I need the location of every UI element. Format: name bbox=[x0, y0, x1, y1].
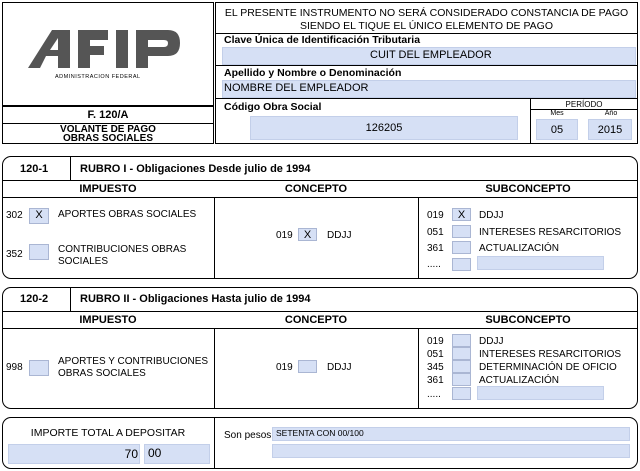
period-label: PERÍODO bbox=[565, 100, 603, 109]
rubro1-col-subconcepto: SUBCONCEPTO bbox=[485, 183, 571, 195]
rubro1-impuesto-label: APORTES OBRAS SOCIALES bbox=[58, 209, 197, 220]
rubro1-impuesto-code: 302 bbox=[6, 210, 23, 221]
form-title-line2: OBRAS SOCIALES bbox=[62, 133, 153, 144]
rubro2-code: 120-2 bbox=[20, 293, 49, 305]
rubro2-sub-checkbox[interactable] bbox=[452, 347, 471, 360]
rubro1-sub-label: ACTUALIZACIÓN bbox=[479, 243, 560, 254]
words-field-line2[interactable] bbox=[272, 444, 630, 458]
rubro1-col-impuesto: IMPUESTO bbox=[79, 183, 137, 195]
rubro2-sub-checkbox[interactable] bbox=[452, 334, 471, 347]
rubro2-sub-checkbox[interactable] bbox=[452, 373, 471, 386]
rubro2-title: RUBRO II - Obligaciones Hasta julio de 1994 bbox=[80, 293, 311, 305]
rubro2-impuesto-label: OBRAS SOCIALES bbox=[58, 368, 146, 379]
rubro1-sub-label: DDJJ bbox=[479, 210, 504, 221]
rubro2-sub-code: 361 bbox=[427, 375, 444, 386]
month-value: 05 bbox=[550, 124, 564, 136]
total-amount-cents: 00 bbox=[148, 446, 162, 460]
name-value: NOMBRE DEL EMPLEADOR bbox=[224, 82, 369, 94]
rubro2-sub-checkbox[interactable] bbox=[452, 387, 471, 400]
rubro2-col-impuesto: IMPUESTO bbox=[79, 314, 137, 326]
rubro1-sub-checkbox[interactable] bbox=[452, 241, 471, 254]
rubro1-sub-checkbox[interactable]: X bbox=[452, 208, 471, 221]
words-label: Son pesos bbox=[224, 430, 272, 441]
notice-line1: EL PRESENTE INSTRUMENTO NO SERÁ CONSIDERADO CONSTANCIA DE PAGO bbox=[224, 7, 629, 19]
rubro1-concepto-label: DDJJ bbox=[327, 230, 352, 241]
rubro1-impuesto-code: 352 bbox=[6, 249, 23, 260]
rubro2-sub-code: 051 bbox=[427, 349, 444, 360]
rubro2-sub-label: DETERMINACIÓN DE OFICIO bbox=[479, 362, 617, 373]
rubro2-impuesto-code: 998 bbox=[6, 362, 23, 373]
rubro1-sub-code: ..... bbox=[427, 259, 441, 270]
rubro1-sub-other-field[interactable] bbox=[477, 256, 604, 270]
rubro2-sub-label: INTERESES RESARCITORIOS bbox=[479, 349, 622, 360]
rubro1-concepto-code: 019 bbox=[276, 230, 293, 241]
year-label: Año bbox=[604, 110, 618, 117]
name-label: Apellido y Nombre o Denominación bbox=[224, 67, 402, 79]
logo-subtitle: ADMINISTRACION FEDERAL bbox=[55, 74, 141, 80]
rubro2-sub-other-field[interactable] bbox=[477, 386, 604, 400]
rubro2-sub-code: 345 bbox=[427, 362, 444, 373]
cuit-label: Clave Única de Identificación Tributaria bbox=[224, 34, 421, 46]
rubro1-sub-checkbox[interactable] bbox=[452, 225, 471, 238]
rubro2-sub-label: ACTUALIZACIÓN bbox=[479, 375, 560, 386]
rubro2-sub-checkbox[interactable] bbox=[452, 360, 471, 373]
obra-social-value: 126205 bbox=[365, 122, 403, 134]
rubro1-impuesto-checkbox[interactable]: X bbox=[29, 208, 49, 224]
rubro1-title: RUBRO I - Obligaciones Desde julio de 1994 bbox=[80, 163, 311, 175]
obra-social-label: Código Obra Social bbox=[224, 101, 322, 113]
cuit-value: CUIT DEL EMPLEADOR bbox=[370, 49, 492, 61]
month-label: Mes bbox=[550, 110, 564, 117]
rubro2-impuesto-checkbox[interactable] bbox=[29, 360, 49, 376]
form-title-line1: VOLANTE DE PAGO bbox=[60, 124, 156, 135]
rubro1-col-concepto: CONCEPTO bbox=[284, 183, 348, 195]
rubro1-sub-label: INTERESES RESARCITORIOS bbox=[479, 227, 622, 238]
rubro1-sub-checkbox[interactable] bbox=[452, 258, 471, 271]
words-value: SETENTA CON 00/100 bbox=[276, 428, 364, 438]
rubro2-col-concepto: CONCEPTO bbox=[284, 314, 348, 326]
total-label: IMPORTE TOTAL A DEPOSITAR bbox=[30, 427, 186, 439]
rubro2-sub-label: DDJJ bbox=[479, 336, 504, 347]
rubro1-concepto-checkbox[interactable]: X bbox=[298, 228, 317, 241]
rubro1-impuesto-label: CONTRIBUCIONES OBRAS bbox=[58, 244, 187, 255]
rubro1-impuesto-label: SOCIALES bbox=[58, 256, 109, 267]
rubro2-sub-code: ..... bbox=[427, 389, 441, 400]
form-number: F. 120/A bbox=[87, 109, 129, 121]
rubro2-concepto-code: 019 bbox=[276, 362, 293, 373]
afip-logo-icon bbox=[28, 26, 193, 76]
rubro2-concepto-checkbox[interactable] bbox=[298, 360, 317, 373]
rubro2-concepto-label: DDJJ bbox=[327, 362, 352, 373]
rubro2-col-subconcepto: SUBCONCEPTO bbox=[485, 314, 571, 326]
rubro1-sub-code: 361 bbox=[427, 243, 444, 254]
year-value: 2015 bbox=[597, 124, 623, 136]
total-amount-integer: 70 bbox=[124, 447, 138, 461]
rubro1-sub-code: 019 bbox=[427, 210, 444, 221]
rubro2-impuesto-label: APORTES Y CONTRIBUCIONES bbox=[58, 356, 209, 367]
notice-line2: SIENDO EL TIQUE EL ÚNICO ELEMENTO DE PAGO bbox=[299, 20, 554, 32]
rubro2-sub-code: 019 bbox=[427, 336, 444, 347]
rubro1-code: 120-1 bbox=[20, 163, 49, 175]
rubro1-impuesto-checkbox[interactable] bbox=[29, 244, 49, 260]
rubro1-sub-code: 051 bbox=[427, 227, 444, 238]
